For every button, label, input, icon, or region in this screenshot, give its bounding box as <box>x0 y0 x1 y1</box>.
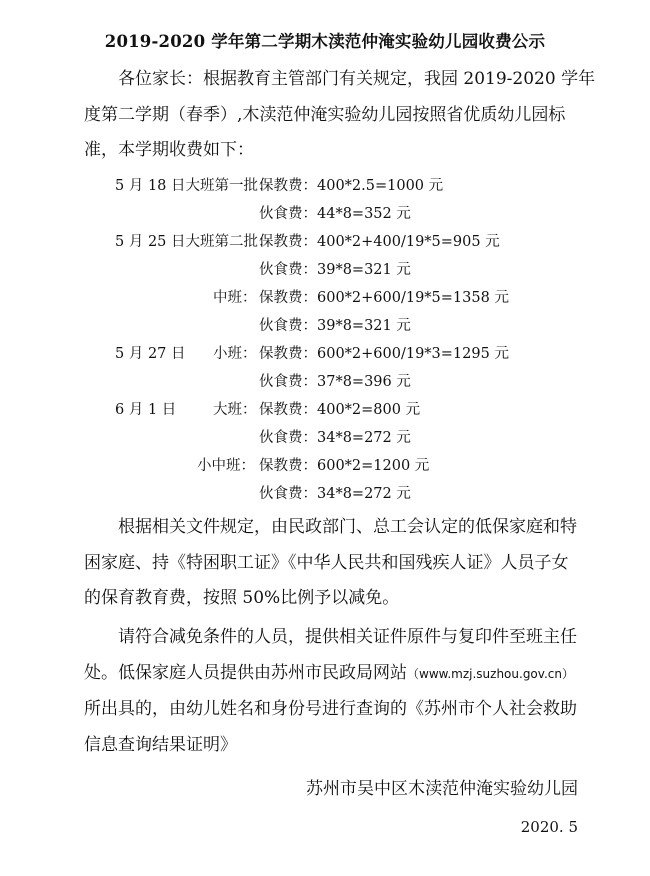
website-url: （www.mzj.suzhou.gov.cn） <box>407 666 574 681</box>
fee-food-value: 伙食费：39*8=321 元 <box>259 262 411 278</box>
page-title: 2019-2020 学年第二学期木渎范仲淹实验幼儿园收费公示 <box>104 32 546 51</box>
policy-line: 的保育教育费，按照 50%比例予以减免。 <box>84 588 400 608</box>
fee-food-value: 伙食费：44*8=352 元 <box>259 206 411 222</box>
notice-line <box>84 656 584 693</box>
notice-line: 信息查询结果证明》 <box>84 734 237 755</box>
fee-class-label: 大班： <box>213 402 257 418</box>
fee-care-value: 保教费：400*2.5=1000 元 <box>259 178 444 194</box>
intro-line: 准，本学期收费如下： <box>84 140 254 160</box>
intro-line: 度第二学期（春季）,木渎范仲淹实验幼儿园按照省优质幼儿园标 <box>84 104 566 125</box>
fee-class-label: 小中班： <box>197 458 255 474</box>
fee-care-value: 保教费：400*2=800 元 <box>259 402 421 418</box>
fee-food-value: 伙食费：39*8=321 元 <box>259 318 411 334</box>
policy-line: 困家庭、持《特困职工证》《中华人民共和国残疾人证》人员子女 <box>84 552 569 573</box>
policy-line: 根据相关文件规定，由民政部门、总工会认定的低保家庭和特 <box>118 517 577 537</box>
fee-care-value: 保教费：600*2+600/19*3=1295 元 <box>259 346 509 362</box>
fee-care-value: 保教费：600*2=1200 元 <box>259 458 430 474</box>
fee-date-label: 5 月 18 日大班第一批： <box>115 178 273 194</box>
fee-date-label: 6 月 1 日 <box>115 402 177 418</box>
notice-line: 所出具的，由幼儿姓名和身份号进行查询的《苏州市个人社会救助 <box>84 699 577 719</box>
intro-paragraph <box>84 62 596 169</box>
fee-class-label: 小班： <box>213 346 257 362</box>
fee-date-label: 5 月 25 日大班第二批： <box>115 234 273 250</box>
notice-paragraph <box>84 620 584 763</box>
fee-care-value: 保教费：400*2+400/19*5=905 元 <box>259 234 500 250</box>
fee-care-value: 保教费：600*2+600/19*5=1358 元 <box>259 290 509 306</box>
fee-food-value: 伙食费：37*8=396 元 <box>259 374 411 390</box>
notice-line: 请符合减免条件的人员，提供相关证件原件与复印件至班主任 <box>118 627 577 647</box>
fee-food-value: 伙食费：34*8=272 元 <box>259 430 411 446</box>
signature: 苏州市吴中区木渎范仲淹实验幼儿园 <box>306 779 578 799</box>
fee-food-value: 伙食费：34*8=272 元 <box>259 486 411 502</box>
policy-paragraph <box>84 510 584 617</box>
intro-line: 各位家长：根据教育主管部门有关规定，我园 2019-2020 学年 <box>118 69 596 89</box>
notice-text: 处。低保家庭人员提供由苏州市民政局网站 <box>84 662 407 683</box>
fee-class-label: 中班： <box>213 290 257 306</box>
fee-date-label: 5 月 27 日 <box>115 346 186 362</box>
date-stamp: 2020. 5 <box>520 818 578 836</box>
